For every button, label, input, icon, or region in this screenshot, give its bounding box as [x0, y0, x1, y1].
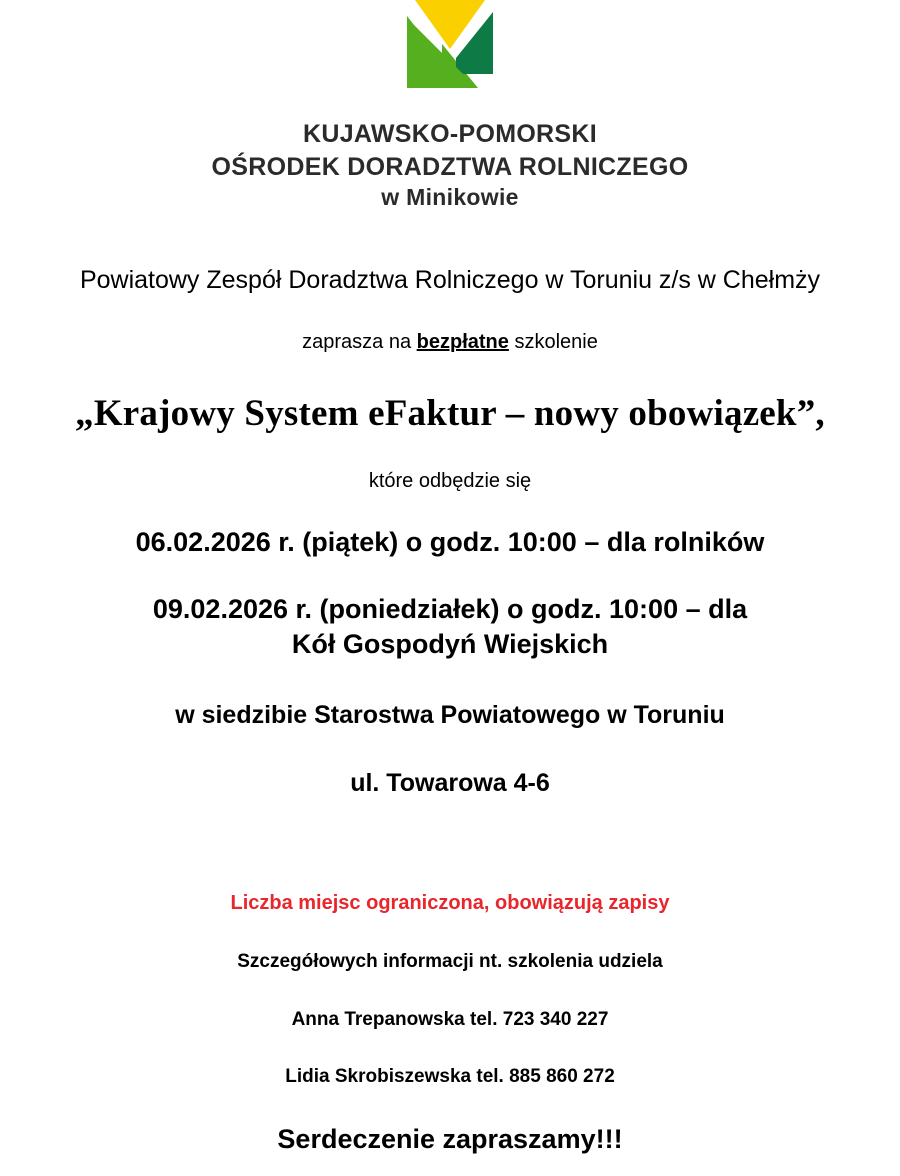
logo-wordmark-line-3: w Minikowie [381, 184, 519, 210]
logo-block [0, 0, 900, 213]
venue-line: w siedzibie Starostwa Powiatowego w Toruniu [175, 701, 725, 730]
invitation-prefix: zaprasza na [302, 331, 417, 354]
date-line-2: 09.02.2026 r. (poniedziałek) o godz. 10:00 – dla Kół Gospodyń Wiejskich [152, 594, 748, 660]
closing-line: Serdeczenie zapraszamy!!! [277, 1124, 623, 1155]
invitation-line [0, 330, 900, 355]
street-line: ul. Towarowa 4-6 [350, 768, 550, 797]
contact-line-1: Anna Trepanowska tel. 723 340 227 [291, 1008, 609, 1030]
limited-places-notice: Liczba miejsc ograniczona, obowiązują zapisy [230, 891, 670, 914]
takes-place-line: które odbędzie się [368, 470, 532, 493]
logo-wordmark-line-1: KUJAWSKO-POMORSKI [302, 120, 597, 148]
poster-footer [0, 891, 900, 1157]
logo-wordmark-line-2: OŚRODEK DORADZTWA ROLNICZEGO [211, 152, 689, 181]
invitation-emphasis: bezpłatne [416, 331, 509, 354]
info-line: Szczegółowych informacji nt. szkolenia udziela [237, 950, 663, 972]
poster-content [0, 265, 900, 799]
date-line-1: 06.02.2026 r. (piątek) o godz. 10:00 – dla rolników [135, 527, 765, 558]
kpodr-logo-icon [407, 0, 493, 92]
invitation-suffix: szkolenie [508, 331, 598, 354]
organizer-line: Powiatowy Zespół Doradztwa Rolniczego w Toruniu z/s w Chełmży [79, 265, 821, 294]
contact-line-2: Lidia Skrobiszewska tel. 885 860 272 [285, 1066, 615, 1088]
logo-wordmark [0, 118, 900, 213]
training-title: „Krajowy System eFaktur – nowy obowiązek”, [75, 393, 825, 435]
